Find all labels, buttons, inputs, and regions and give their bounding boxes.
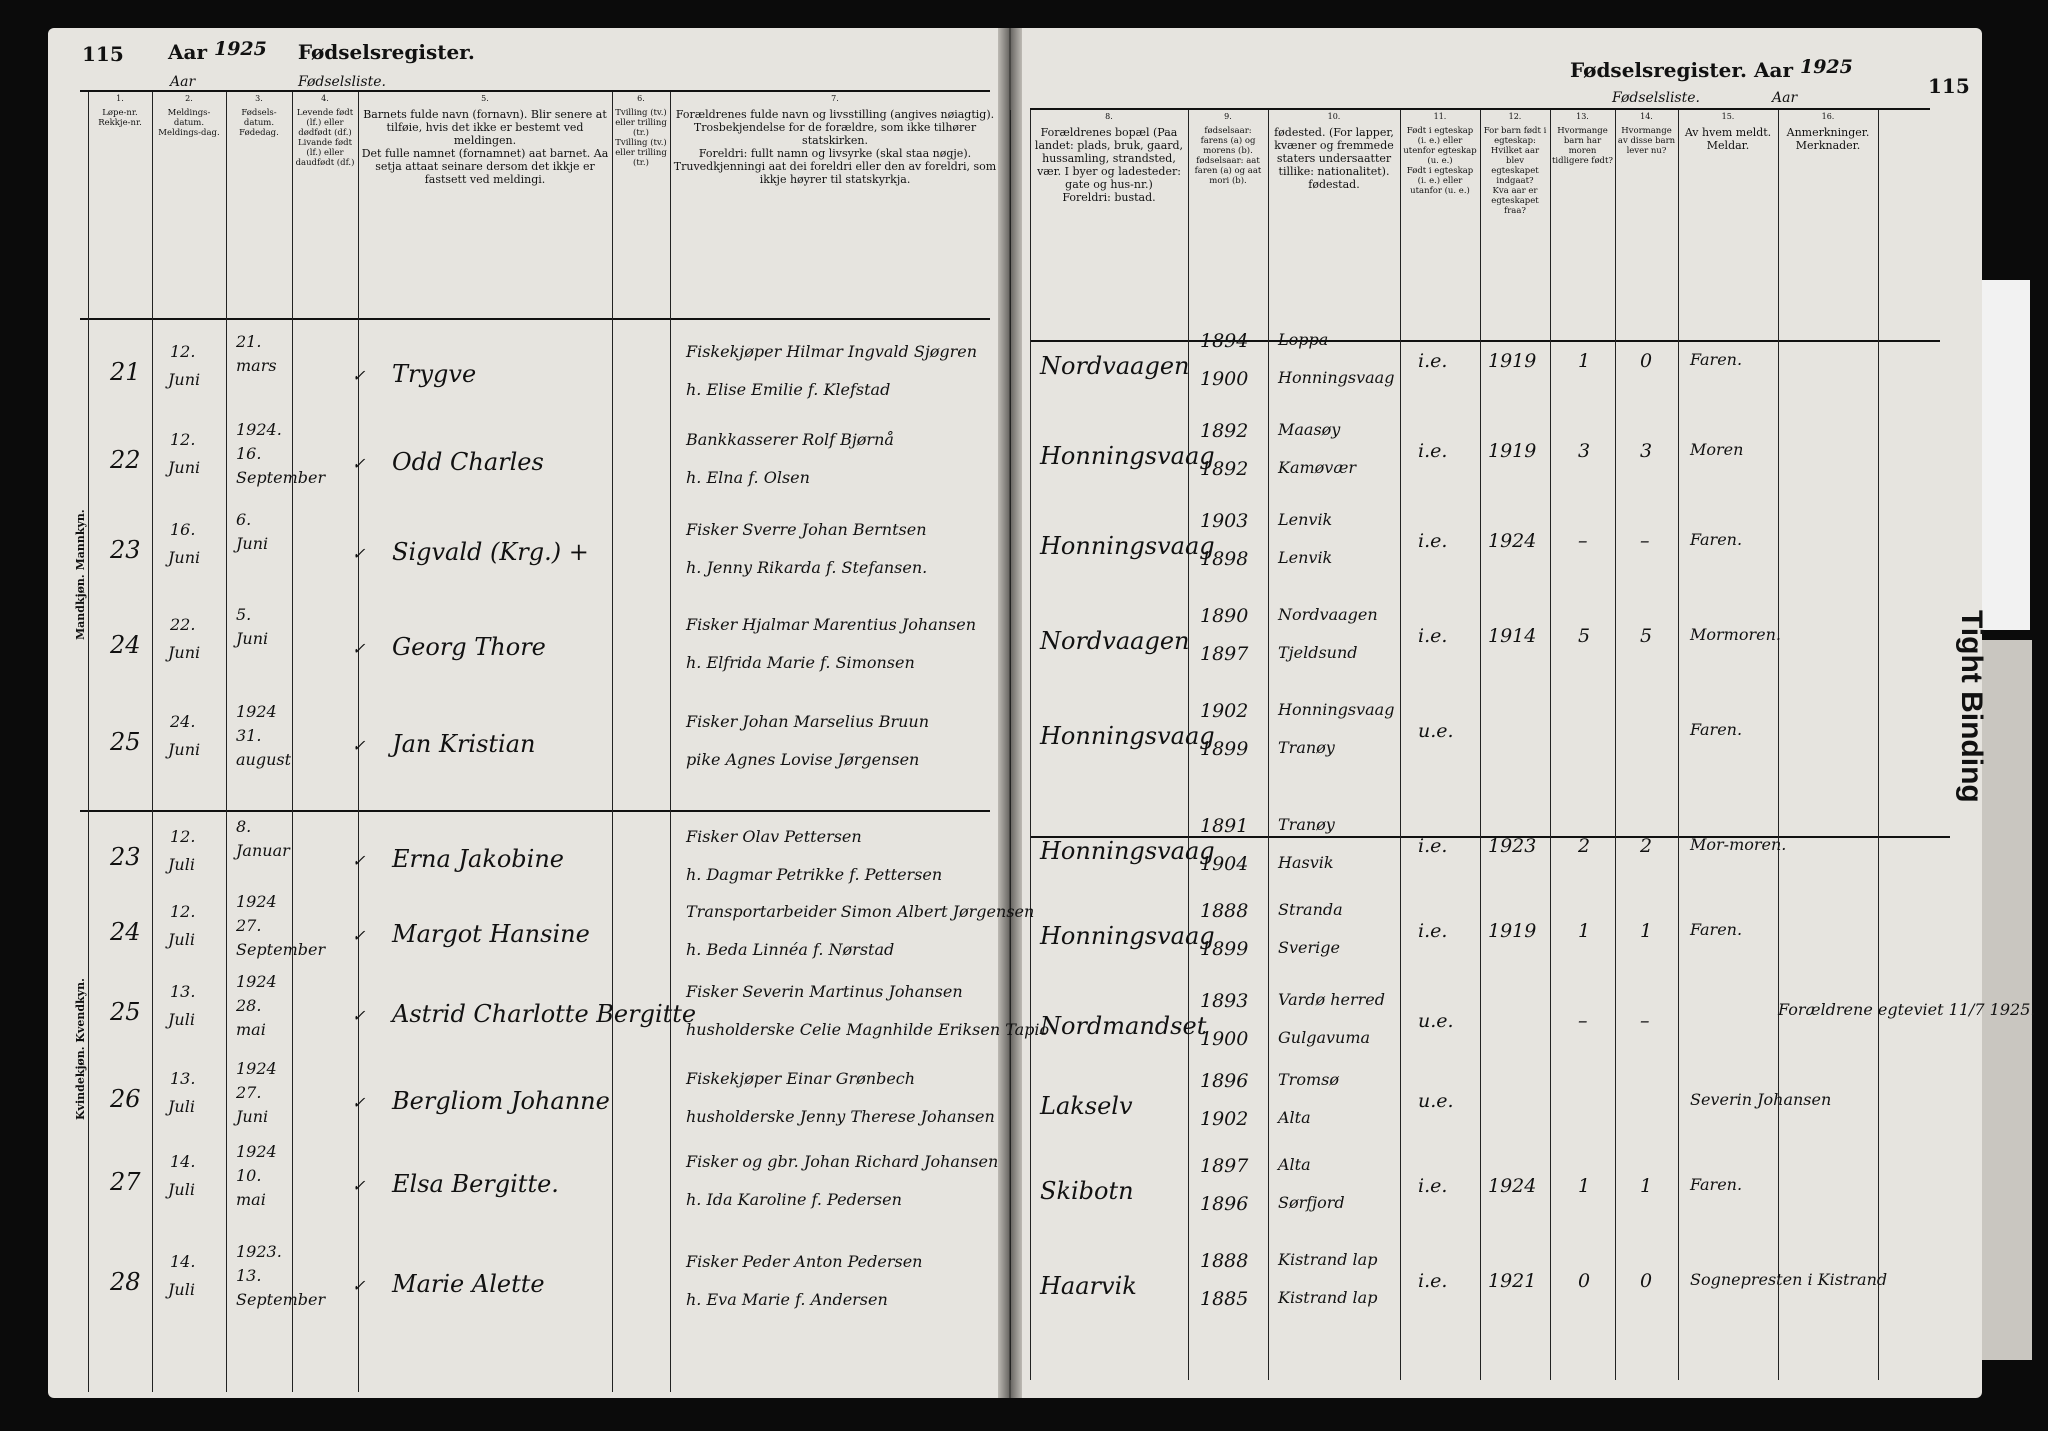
birth-date-part: mai xyxy=(236,1190,266,1209)
notification-month: Juli xyxy=(168,1280,195,1299)
marriage-year: 1921 xyxy=(1488,1270,1537,1292)
mother-birth-year: 1899 xyxy=(1200,738,1249,760)
column-number: 14. xyxy=(1640,112,1653,121)
notification-month: Juni xyxy=(168,643,201,662)
mother-line: h. Ida Karoline f. Pedersen xyxy=(686,1190,902,1209)
father-birthplace: Maasøy xyxy=(1278,420,1341,439)
right-header-rule xyxy=(1030,340,1940,342)
mother-birthplace: Lenvik xyxy=(1278,548,1333,567)
mother-birth-year: 1900 xyxy=(1200,1028,1249,1050)
mother-birth-year: 1885 xyxy=(1200,1288,1249,1310)
father-birth-year: 1890 xyxy=(1200,605,1249,627)
birth-date-part: Juni xyxy=(236,629,269,648)
column-header: Anmerkninger. Merknader. xyxy=(1786,126,1870,152)
father-line: Fisker Peder Anton Pedersen xyxy=(686,1252,923,1271)
row-number: 24 xyxy=(110,631,141,659)
children-born: 1 xyxy=(1578,920,1591,942)
mother-birthplace: Tranøy xyxy=(1278,738,1335,757)
mother-birth-year: 1896 xyxy=(1200,1193,1249,1215)
father-birth-year: 1894 xyxy=(1200,330,1249,352)
column-header: Hvormange barn har moren tidligere født? xyxy=(1552,126,1613,166)
residence: Honningsvaag xyxy=(1040,837,1215,865)
marriage-year: 1914 xyxy=(1488,625,1537,647)
birth-date-part: mars xyxy=(236,356,277,375)
father-line: Transportarbeider Simon Albert Jørgensen xyxy=(686,902,1035,921)
left-header xyxy=(168,40,475,68)
father-birthplace: Tromsø xyxy=(1278,1070,1339,1089)
father-line: Fisker Sverre Johan Berntsen xyxy=(686,520,927,539)
birth-date-part: 27. xyxy=(236,1083,262,1102)
notification-day: 12. xyxy=(170,902,196,921)
birth-date-part: September xyxy=(236,468,326,487)
column-header: Løpe-nr. Rekkje-nr. xyxy=(98,108,142,128)
column-number: 10. xyxy=(1327,112,1341,121)
notification-day: 13. xyxy=(170,1069,196,1088)
liveborn-mark: ✓ xyxy=(352,1093,366,1112)
notification-day: 12. xyxy=(170,342,196,361)
residence: Honningsvaag xyxy=(1040,532,1215,560)
left-header-year: 1925 xyxy=(213,38,267,60)
column-rule xyxy=(88,92,89,1392)
notification-month: Juli xyxy=(168,1097,195,1116)
father-birth-year: 1888 xyxy=(1200,900,1249,922)
reported-by: Faren. xyxy=(1690,530,1743,549)
marriage-year: 1924 xyxy=(1488,530,1537,552)
liveborn-mark: ✓ xyxy=(352,366,366,385)
notification-month: Juli xyxy=(168,855,195,874)
birth-date-part: 16. xyxy=(236,444,262,463)
father-birth-year: 1893 xyxy=(1200,990,1249,1012)
column-header: Tvilling (tv.) eller trilling (tr.) Tvilling (tv.) eller trilling (tr.) xyxy=(615,108,667,168)
right-header xyxy=(1570,58,1853,86)
column-rule xyxy=(670,92,671,1392)
birth-date-part: 1924 xyxy=(236,972,277,991)
liveborn-mark: ✓ xyxy=(352,639,366,658)
mother-birthplace: Tjeldsund xyxy=(1278,643,1358,662)
column-header: Fødsels-datum. Fødedag. xyxy=(239,108,279,138)
column-number: 13. xyxy=(1576,112,1589,121)
notification-day: 14. xyxy=(170,1252,196,1271)
residence: Nordmandset xyxy=(1040,1012,1207,1040)
left-header-rule xyxy=(80,318,990,320)
notification-day: 16. xyxy=(170,520,196,539)
left-sub-aar: Aar xyxy=(170,74,196,90)
children-born: 5 xyxy=(1578,625,1591,647)
father-line: Fiskekjøper Hilmar Ingvald Sjøgren xyxy=(686,342,978,361)
mother-line: h. Jenny Rikarda f. Stefansen. xyxy=(686,558,928,577)
right-header-title: Fødselsregister. xyxy=(1570,58,1748,82)
mother-birthplace: Kistrand lap xyxy=(1278,1288,1378,1307)
children-born: – xyxy=(1578,530,1588,552)
father-line: Fiskekjøper Einar Grønbech xyxy=(686,1069,916,1088)
children-living: 2 xyxy=(1640,835,1653,857)
right-sub-title: Fødselsliste. xyxy=(1612,90,1700,106)
mother-line: h. Beda Linnéa f. Nørstad xyxy=(686,940,895,959)
children-living: – xyxy=(1640,1010,1650,1032)
reported-by: Moren xyxy=(1690,440,1744,459)
father-birth-year: 1892 xyxy=(1200,420,1249,442)
father-birthplace: Loppa xyxy=(1278,330,1329,349)
column-rule xyxy=(1615,110,1616,1380)
birth-date-part: 1924 xyxy=(236,892,277,911)
column-rule xyxy=(612,92,613,1392)
column-header: Barnets fulde navn (fornavn). Blir senere at tilføie, hvis det ikke er bestemt ved meldingen. Det fulle namnet (fornamnet) aat barnet. Aa setja attaat seinare dersom det ikkje er fastsett ved meldingi. xyxy=(361,108,609,186)
mother-line: husholderske Celie Magnhilde Eriksen Tapio xyxy=(686,1020,1050,1039)
birth-date-part: 8. xyxy=(236,817,252,836)
residence: Skibotn xyxy=(1040,1177,1134,1205)
mother-line: h. Eva Marie f. Andersen xyxy=(686,1290,888,1309)
left-header-title: Fødselsregister. xyxy=(297,40,475,64)
mother-birth-year: 1902 xyxy=(1200,1108,1249,1130)
father-birthplace: Lenvik xyxy=(1278,510,1333,529)
liveborn-mark: ✓ xyxy=(352,851,366,870)
liveborn-mark: ✓ xyxy=(352,736,366,755)
father-birth-year: 1896 xyxy=(1200,1070,1249,1092)
mother-birthplace: Sørfjord xyxy=(1278,1193,1345,1212)
marriage-year: 1919 xyxy=(1488,350,1537,372)
marriage-year: 1924 xyxy=(1488,1175,1537,1197)
wedlock-status: i.e. xyxy=(1418,1175,1448,1197)
wedlock-status: u.e. xyxy=(1418,1010,1454,1032)
column-header: Av hvem meldt. Meldar. xyxy=(1684,126,1772,152)
right-header-year: 1925 xyxy=(1799,56,1853,78)
father-birthplace: Kistrand lap xyxy=(1278,1250,1378,1269)
column-number: 7. xyxy=(831,94,839,103)
child-name: Marie Alette xyxy=(392,1270,545,1298)
liveborn-mark: ✓ xyxy=(352,1276,366,1295)
notification-month: Juni xyxy=(168,458,201,477)
row-number: 25 xyxy=(110,728,141,756)
column-header: Forældrenes bopæl (Paa landet: plads, bruk, gaard, hussamling, strandsted, vær. I byer og ladesteder: gate og hus-nr.) Foreldri: bustad. xyxy=(1034,126,1184,204)
birth-date-part: Juni xyxy=(236,1107,269,1126)
notification-day: 24. xyxy=(170,712,196,731)
column-rule xyxy=(1480,110,1481,1380)
residence: Honningsvaag xyxy=(1040,442,1215,470)
child-name: Georg Thore xyxy=(392,633,546,661)
mother-birthplace: Honningsvaag xyxy=(1278,368,1395,387)
row-number: 25 xyxy=(110,998,141,1026)
column-number: 6. xyxy=(637,94,645,103)
column-rule xyxy=(1550,110,1551,1380)
children-living: 0 xyxy=(1640,350,1653,372)
right-header-aar: Aar xyxy=(1753,58,1793,82)
father-birth-year: 1902 xyxy=(1200,700,1249,722)
notification-day: 13. xyxy=(170,982,196,1001)
column-number: 4. xyxy=(321,94,329,103)
birth-date-part: 1924 xyxy=(236,1142,277,1161)
children-born: 1 xyxy=(1578,1175,1591,1197)
father-birthplace: Stranda xyxy=(1278,900,1343,919)
mother-line: h. Dagmar Petrikke f. Pettersen xyxy=(686,865,943,884)
father-birthplace: Honningsvaag xyxy=(1278,700,1395,719)
section-girls: Kvindekjøn. Kvendkyn. xyxy=(74,978,87,1120)
marriage-year: 1923 xyxy=(1488,835,1537,857)
left-top-rule xyxy=(80,90,990,92)
row-number: 28 xyxy=(110,1268,141,1296)
mother-birthplace: Alta xyxy=(1278,1108,1311,1127)
residence: Nordvaagen xyxy=(1040,352,1190,380)
father-birthplace: Nordvaagen xyxy=(1278,605,1378,624)
residence: Lakselv xyxy=(1040,1092,1133,1120)
children-living: 1 xyxy=(1640,920,1653,942)
notification-month: Juni xyxy=(168,548,201,567)
children-living: 3 xyxy=(1640,440,1653,462)
row-number: 27 xyxy=(110,1168,141,1196)
row-number: 22 xyxy=(110,446,141,474)
mother-birth-year: 1892 xyxy=(1200,458,1249,480)
residence: Honningsvaag xyxy=(1040,922,1215,950)
wedlock-status: i.e. xyxy=(1418,835,1448,857)
left-page-number: 115 xyxy=(82,42,124,66)
wedlock-status: i.e. xyxy=(1418,1270,1448,1292)
birth-date-part: Juni xyxy=(236,534,269,553)
birth-date-part: 5. xyxy=(236,605,252,624)
father-line: Bankkasserer Rolf Bjørnå xyxy=(686,430,894,449)
section-boys: Mandkjøn. Mannkyn. xyxy=(74,509,87,640)
column-number: 16. xyxy=(1821,112,1835,121)
column-header: fødested. (For lapper, kvæner og fremmede staters undersaatter tillike: nationalitet). fødestad. xyxy=(1274,126,1394,191)
row-number: 23 xyxy=(110,536,141,564)
column-rule xyxy=(1010,110,1011,1380)
reported-by: Mormoren. xyxy=(1690,625,1781,644)
reported-by: Mor-moren. xyxy=(1690,835,1787,854)
wedlock-status: i.e. xyxy=(1418,440,1448,462)
row-number: 24 xyxy=(110,918,141,946)
birth-date-part: mai xyxy=(236,1020,266,1039)
reported-by: Faren. xyxy=(1690,350,1743,369)
remark: Forældrene egteviet 11/7 1925. xyxy=(1778,1000,2036,1019)
father-line: Fisker Hjalmar Marentius Johansen xyxy=(686,615,977,634)
children-living: – xyxy=(1640,530,1650,552)
column-rule xyxy=(1678,110,1679,1380)
notification-day: 14. xyxy=(170,1152,196,1171)
notification-month: Juli xyxy=(168,1010,195,1029)
wedlock-status: i.e. xyxy=(1418,530,1448,552)
column-number: 1. xyxy=(116,94,124,103)
liveborn-mark: ✓ xyxy=(352,544,366,563)
wedlock-status: i.e. xyxy=(1418,350,1448,372)
mother-birthplace: Hasvik xyxy=(1278,853,1334,872)
left-sub-title: Fødselsliste. xyxy=(298,74,386,90)
row-number: 23 xyxy=(110,843,141,871)
mother-birth-year: 1899 xyxy=(1200,938,1249,960)
column-header: Levende født (lf.) eller dødfødt (df.) Livande født (lf.) eller daudfødt (df.) xyxy=(295,108,355,168)
birth-date-part: august xyxy=(236,750,292,769)
children-born: – xyxy=(1578,1010,1588,1032)
wedlock-status: i.e. xyxy=(1418,625,1448,647)
child-name: Jan Kristian xyxy=(392,730,536,758)
child-name: Odd Charles xyxy=(392,448,544,476)
reported-by: Faren. xyxy=(1690,920,1743,939)
right-page-number: 115 xyxy=(1928,74,1970,98)
column-header: Hvormange av disse barn lever nu? xyxy=(1617,126,1676,156)
birth-date-part: Januar xyxy=(236,841,290,860)
birth-date-part: 6. xyxy=(236,510,252,529)
birth-date-part: 1923. xyxy=(236,1242,282,1261)
liveborn-mark: ✓ xyxy=(352,454,366,473)
column-header: Forældrenes fulde navn og livsstilling (angives nøiagtig). Trosbekjendelse for de forældre, som ikke tilhører statskirken. Foreldri: fullt namn og livsyrke (skal staa nøgje). Truvedkjenningi aat dei foreldri eller den av foreldri, som ikkje høyrer til statskyrkja. xyxy=(673,108,997,186)
mother-line: h. Elna f. Olsen xyxy=(686,468,810,487)
mother-birthplace: Sverige xyxy=(1278,938,1340,957)
column-rule xyxy=(1878,110,1879,1380)
liveborn-mark: ✓ xyxy=(352,1006,366,1025)
residence: Haarvik xyxy=(1040,1272,1137,1300)
children-born: 2 xyxy=(1578,835,1591,857)
left-header-aar: Aar xyxy=(168,40,208,64)
father-line: Fisker Johan Marselius Bruun xyxy=(686,712,930,731)
liveborn-mark: ✓ xyxy=(352,926,366,945)
column-number: 11. xyxy=(1433,112,1447,121)
column-number: 2. xyxy=(185,94,193,103)
birth-date-part: 1924 xyxy=(236,1059,277,1078)
birth-date-part: 27. xyxy=(236,916,262,935)
birth-date-part: September xyxy=(236,1290,326,1309)
mother-line: h. Elfrida Marie f. Simonsen xyxy=(686,653,915,672)
children-living: 1 xyxy=(1640,1175,1653,1197)
wedlock-status: i.e. xyxy=(1418,920,1448,942)
child-name: Astrid Charlotte Bergitte xyxy=(392,1000,697,1028)
marriage-year: 1919 xyxy=(1488,440,1537,462)
notification-day: 22. xyxy=(170,615,196,634)
father-line: Fisker Severin Martinus Johansen xyxy=(686,982,963,1001)
child-name: Margot Hansine xyxy=(392,920,590,948)
child-name: Erna Jakobine xyxy=(392,845,565,873)
marriage-year: 1919 xyxy=(1488,920,1537,942)
column-rule xyxy=(1268,110,1269,1380)
child-name: Trygve xyxy=(392,360,477,388)
row-number: 21 xyxy=(110,358,141,386)
mother-birth-year: 1898 xyxy=(1200,548,1249,570)
children-born: 3 xyxy=(1578,440,1591,462)
notification-day: 12. xyxy=(170,430,196,449)
column-number: 9. xyxy=(1224,112,1232,121)
children-living: 0 xyxy=(1640,1270,1653,1292)
mother-line: husholderske Jenny Therese Johansen xyxy=(686,1107,995,1126)
birth-date-part: 31. xyxy=(236,726,262,745)
mother-birth-year: 1900 xyxy=(1200,368,1249,390)
child-name: Elsa Bergitte. xyxy=(392,1170,559,1198)
notification-month: Juli xyxy=(168,1180,195,1199)
mother-line: pike Agnes Lovise Jørgensen xyxy=(686,750,920,769)
residence: Nordvaagen xyxy=(1040,627,1190,655)
birth-date-part: 1924. xyxy=(236,420,282,439)
column-rule xyxy=(292,92,293,1392)
notification-month: Juni xyxy=(168,370,201,389)
mother-birthplace: Kamøvær xyxy=(1278,458,1357,477)
reported-by: Severin Johansen xyxy=(1690,1090,1832,1109)
father-birthplace: Alta xyxy=(1278,1155,1311,1174)
child-name: Sigvald (Krg.) + xyxy=(392,538,589,566)
column-rule xyxy=(1030,110,1031,1380)
liveborn-mark: ✓ xyxy=(352,1176,366,1195)
column-number: 15. xyxy=(1721,112,1735,121)
tight-binding-label: Tight Binding xyxy=(1982,280,2030,630)
father-birth-year: 1903 xyxy=(1200,510,1249,532)
father-birth-year: 1888 xyxy=(1200,1250,1249,1272)
father-line: Fisker og gbr. Johan Richard Johansen xyxy=(686,1152,999,1171)
row-number: 26 xyxy=(110,1085,141,1113)
column-number: 8. xyxy=(1105,112,1113,121)
column-header: Født i egteskap (i. e.) eller utenfor egteskap (u. e.) Født i egteskap (i. e.) eller utanfor (u. e.) xyxy=(1403,126,1477,196)
column-header: fødselsaar: farens (a) og morens (b). fødselsaar: aat faren (a) og aat mori (b). xyxy=(1194,126,1262,186)
birth-date-part: September xyxy=(236,940,326,959)
notification-month: Juli xyxy=(168,930,195,949)
residence: Honningsvaag xyxy=(1040,722,1215,750)
children-living: 5 xyxy=(1640,625,1653,647)
child-name: Berglioт Johanne xyxy=(392,1087,610,1115)
birth-date-part: 13. xyxy=(236,1266,262,1285)
column-rule xyxy=(1400,110,1401,1380)
birth-date-part: 10. xyxy=(236,1166,262,1185)
children-born: 1 xyxy=(1578,350,1591,372)
father-line: Fisker Olav Pettersen xyxy=(686,827,862,846)
father-birth-year: 1897 xyxy=(1200,1155,1249,1177)
reported-by: Faren. xyxy=(1690,1175,1743,1194)
wedlock-status: u.e. xyxy=(1418,720,1454,742)
father-birth-year: 1891 xyxy=(1200,815,1249,837)
wedlock-status: u.e. xyxy=(1418,1090,1454,1112)
mother-birthplace: Gulgavuma xyxy=(1278,1028,1371,1047)
notification-day: 12. xyxy=(170,827,196,846)
column-header: For barn født i egteskap: Hvilket aar blev egteskapet indgaat? Kva aar er egteskapet fraa? xyxy=(1483,126,1547,216)
right-sub-aar: Aar xyxy=(1772,90,1798,106)
column-header: Meldings-datum. Meldings-dag. xyxy=(158,108,220,138)
column-rule xyxy=(226,92,227,1392)
father-birthplace: Tranøy xyxy=(1278,815,1335,834)
reported-by: Faren. xyxy=(1690,720,1743,739)
reported-by: Sognepresten i Kistrand xyxy=(1690,1270,1888,1289)
column-number: 3. xyxy=(255,94,263,103)
column-rule xyxy=(1778,110,1779,1380)
birth-date-part: 28. xyxy=(236,996,262,1015)
column-number: 5. xyxy=(481,94,489,103)
column-number: 12. xyxy=(1508,112,1522,121)
children-born: 0 xyxy=(1578,1270,1591,1292)
mother-line: h. Elise Emilie f. Klefstad xyxy=(686,380,891,399)
father-birthplace: Vardø herred xyxy=(1278,990,1386,1009)
birth-date-part: 21. xyxy=(236,332,262,351)
notification-month: Juni xyxy=(168,740,201,759)
mother-birth-year: 1904 xyxy=(1200,853,1249,875)
mother-birth-year: 1897 xyxy=(1200,643,1249,665)
birth-date-part: 1924 xyxy=(236,702,277,721)
left-section-rule xyxy=(80,810,990,812)
column-rule xyxy=(152,92,153,1392)
